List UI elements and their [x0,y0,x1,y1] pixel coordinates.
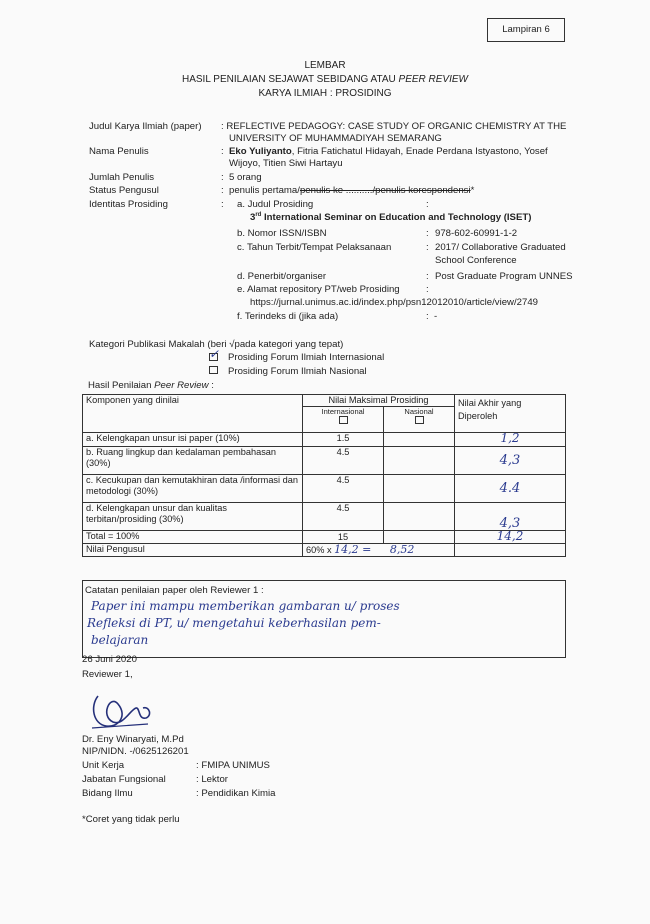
kategori-nasional-label: Prosiding Forum Ilmiah Nasional [228,366,367,377]
hasil-title-end: : [208,380,214,391]
prosiding-f-value: - [434,311,438,322]
prosiding-b-colon: : [426,228,429,239]
title-karya: KARYA ILMIAH : PROSIDING [258,88,392,99]
prosiding-f-colon: : [426,311,429,322]
prosiding-e-label: e. Alamat repository PT/web Prosiding [237,284,400,295]
row-label: c. Kecukupan dan kemutakhiran data /informasi dan metodologi (30%) [83,475,303,503]
kategori-internasional-checkbox[interactable] [209,347,220,364]
header-nasional-label: Nasional [404,407,434,416]
total-nasional [384,531,455,544]
penulis-value-2: Wijoyo, Titien Siwi Hartayu [229,158,343,169]
table-row [83,503,566,531]
prosiding-b-label: b. Nomor ISSN/ISBN [237,228,327,239]
pengusul-value [303,544,455,557]
status-value [229,185,474,196]
kategori-title: Kategori Publikasi Makalah (beri √pada kategori yang tepat) [89,339,344,350]
lampiran-label: Lampiran 6 [502,24,550,35]
penulis-rest: , Fitria Fatichatul Hidayah, Enade Perdana Istyastono, Yosef [291,146,548,157]
total-score: 14,2 [496,529,524,543]
title-lembar: LEMBAR [304,60,346,71]
checkbox-icon [339,416,348,424]
table-row [83,433,566,447]
checkbox-icon [209,366,218,374]
header-akhir: Nilai Akhir yang Diperoleh [455,395,566,433]
jumlah-label: Jumlah Penulis [89,172,155,183]
judul-value-2: UNIVERSITY OF MUHAMMADIYAH SEMARANG [229,133,442,144]
table-total-row [83,531,566,544]
row-max: 1.5 [303,433,384,447]
judul-value-1: : REFLECTIVE PEDAGOGY: CASE STUDY OF ORGANIC CHEMISTRY AT THE [221,121,567,132]
check-mark-icon: ✓ [209,347,220,361]
prosiding-c-colon: : [426,242,429,253]
catatan-line-3: belajaran [91,633,149,647]
jabatan-value: : Lektor [196,774,228,785]
reviewer-nip: NIP/NIDN. -/0625126201 [82,746,189,757]
row-label: d. Kelengkapan unsur dan kualitas terbitan/prosiding (30%) [83,503,303,531]
prosiding-e-value: https://jurnal.unimus.ac.id/index.php/psn12012010/article/view/2749 [250,297,538,308]
prosiding-d-label: d. Penerbit/organiser [237,271,327,282]
row-nasional [384,503,455,531]
prosiding-c-value-2: School Conference [435,255,517,266]
prosiding-a-num: 3 [250,212,256,224]
table-header-row [83,395,566,407]
penulis-value [229,146,548,157]
judul-label: Judul Karya Ilmiah (paper) [89,121,202,132]
catatan-line-2: Refleksi di PT, u/ mengetahui keberhasilan pem- [87,616,381,630]
total-label: Total = 100% [83,531,303,544]
title-hasil [0,74,650,85]
penulis-label: Nama Penulis [89,146,149,157]
reviewer-label: Reviewer 1, [82,669,133,680]
prosiding-a-label: a. Judul Prosiding [237,199,314,210]
header-internasional-label: Internasional [321,407,365,416]
status-colon: : [221,185,224,196]
kategori-internasional-label: Prosiding Forum Ilmiah Internasional [228,352,385,363]
row-nasional [384,447,455,475]
prosiding-a-value [250,212,531,223]
row-score: 4.4 [499,480,521,496]
row-max: 4.5 [303,475,384,503]
catatan-line-1: Paper ini mampu memberikan gambaran u/ proses [91,599,400,613]
bidang-value: : Pendidikan Kimia [196,788,276,799]
checkbox-icon [415,416,424,424]
penilaian-table [82,394,566,557]
title-hasil-text: HASIL PENILAIAN SEJAWAT SEBIDANG ATAU [181,74,396,85]
hasil-title-italic: Peer Review [154,380,209,391]
prosiding-d-colon: : [426,271,429,282]
hasil-title-text: Hasil Penilaian [88,380,152,391]
prosiding-d-value: Post Graduate Program UNNES [435,271,573,282]
unit-value: : FMIPA UNIMUS [196,760,270,771]
pengusul-akhir [455,544,566,557]
status-label: Status Pengusul [89,185,159,196]
row-max: 4.5 [303,503,384,531]
status-struck: penulis ke ........../penulis korespondensi [299,185,471,196]
table-row [83,447,566,475]
status-star: * [470,185,475,196]
prosiding-a-colon: : [426,199,429,210]
total-max: 15 [303,531,384,544]
pengusul-hw-2: 8,52 [389,543,415,556]
hasil-title [88,380,214,391]
status-first: penulis pertama/ [229,185,300,196]
signature-icon [88,686,158,734]
penulis-colon: : [221,146,224,157]
row-score: 4,3 [499,516,521,531]
pengusul-hw-1: 14,2 = [334,543,372,556]
table-row [83,475,566,503]
prosiding-c-value-1: 2017/ Collaborative Graduated [435,242,566,253]
footnote: *Coret yang tidak perlu [82,814,180,825]
prosiding-a-sup: rd [255,212,262,218]
prosiding-b-value: 978-602-60991-1-2 [435,228,518,239]
unit-label: Unit Kerja [82,760,125,771]
row-score: 4,3 [499,452,521,468]
title-peer-review: PEER REVIEW [398,74,468,85]
reviewer-name: Dr. Eny Winaryati, M.Pd [82,734,184,745]
signature-date: 26 Juni 2020 [82,654,137,665]
kategori-nasional-checkbox[interactable] [209,366,218,377]
lampiran-box [487,18,565,42]
prosiding-a-title: International Seminar on Education and Technology (ISET) [261,212,532,224]
row-nasional [384,433,455,447]
jabatan-label: Jabatan Fungsional [82,774,166,785]
header-nasional [384,407,455,433]
bidang-label: Bidang Ilmu [82,788,133,799]
jumlah-colon: : [221,172,224,183]
header-internasional [303,407,384,433]
catatan-title: Catatan penilaian paper oleh Reviewer 1 : [85,585,264,596]
row-nasional [384,475,455,503]
prosiding-e-colon: : [426,284,429,295]
prosiding-c-label: c. Tahun Terbit/Tempat Pelaksanaan [237,242,392,253]
row-label: a. Kelengkapan unsur isi paper (10%) [83,433,303,447]
header-max: Nilai Maksimal Prosiding [303,395,455,407]
pengusul-prefix: 60% x [306,545,332,555]
header-komponen: Komponen yang dinilai [83,395,303,433]
penulis-first: Eko Yuliyanto [229,146,292,157]
prosiding-f-label: f. Terindeks di (jika ada) [237,311,339,322]
table-pengusul-row [83,544,566,557]
row-label: b. Ruang lingkup dan kedalaman pembahasan (30%) [83,447,303,475]
catatan-box [82,580,566,658]
jumlah-value: 5 orang [229,172,262,183]
identitas-label: Identitas Prosiding [89,199,168,210]
pengusul-label: Nilai Pengusul [83,544,303,557]
row-max: 4.5 [303,447,384,475]
row-score: 1,2 [500,431,520,445]
identitas-colon: : [221,199,224,210]
